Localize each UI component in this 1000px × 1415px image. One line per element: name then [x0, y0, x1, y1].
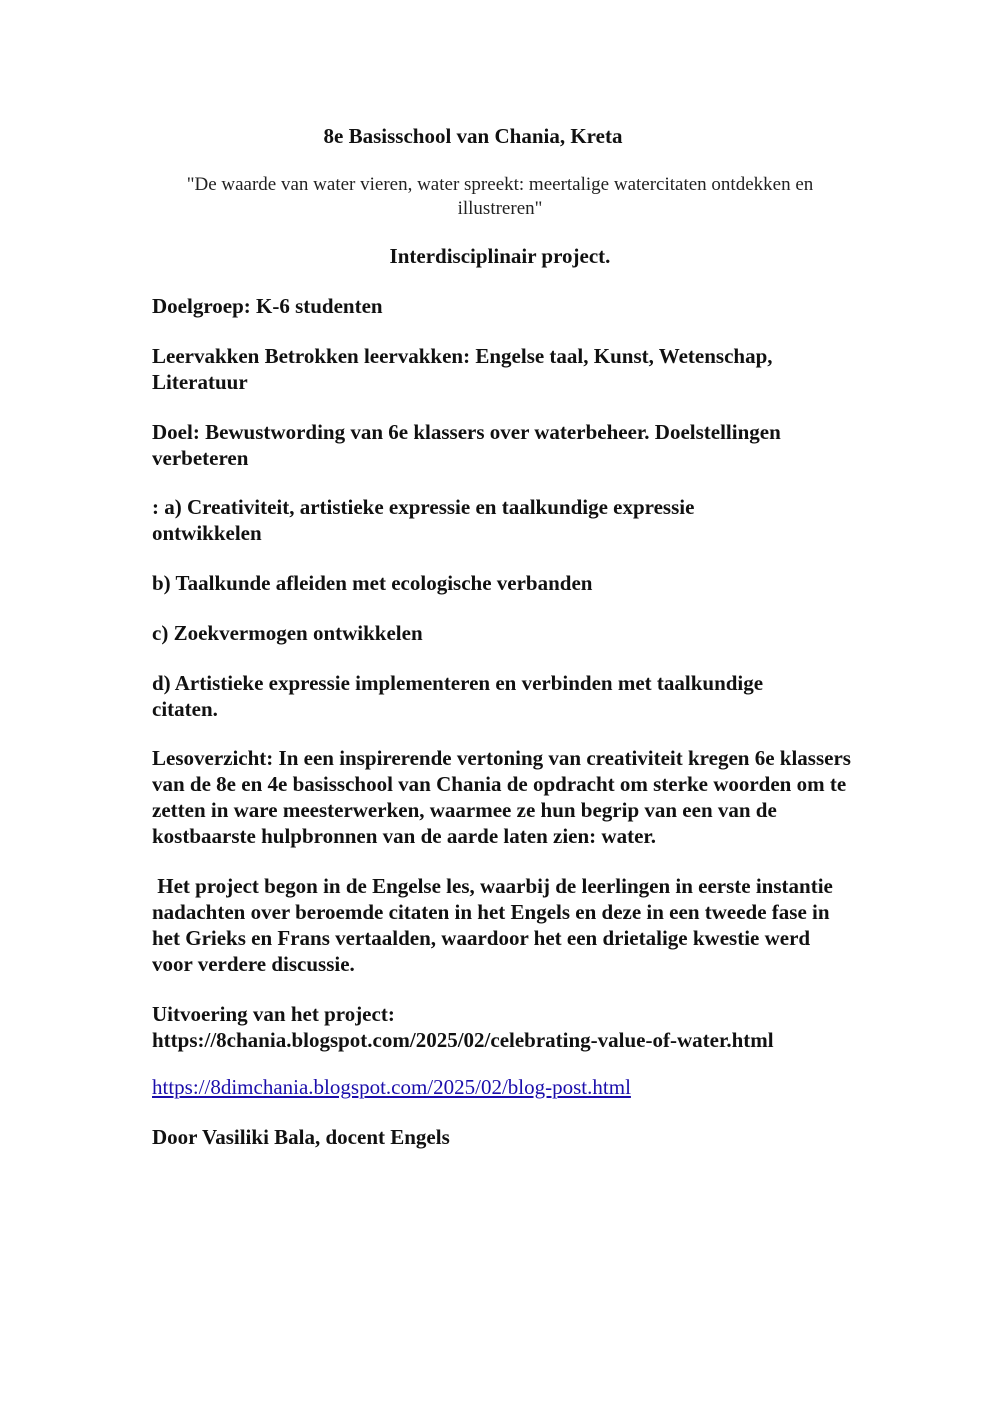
project-type-heading: Interdisciplinair project. — [389, 244, 611, 268]
objective-b: b) Taalkunde afleiden met ecologische verbanden — [152, 571, 593, 595]
execution-label: Uitvoering van het project: — [152, 1002, 395, 1026]
author-credit: Door Vasiliki Bala, docent Engels — [152, 1125, 450, 1149]
school-title: 8e Basisschool van Chania, Kreta — [323, 124, 623, 148]
lesson-overview: Lesoverzicht: In een inspirerende vertoning van creativiteit kregen 6e klassers van de 8e en 4e basisschool van Chania de opdracht om sterke woorden om te zetten in ware meesterwerken, waarmee ze hun begrip van een van de kostbaarste hulpbronnen van de aarde laten zien: water. — [152, 746, 851, 848]
project-subtitle: "De waarde van water vieren, water spreekt: meertalige watercitaten ontdekken en illustreren" — [186, 174, 814, 219]
objective-a: : a) Creativiteit, artistieke expressie en taalkundige expressie ontwikkelen — [152, 495, 695, 545]
blog-post-link[interactable]: https://8dimchania.blogspot.com/2025/02/blog-post.html — [152, 1075, 631, 1099]
objective-c: c) Zoekvermogen ontwikkelen — [152, 621, 423, 645]
execution-url: https://8chania.blogspot.com/2025/02/celebrating-value-of-water.html — [152, 1028, 774, 1052]
target-group: Doelgroep: K-6 studenten — [152, 294, 383, 318]
subjects-involved: Leervakken Betrokken leervakken: Engelse taal, Kunst, Wetenschap, Literatuur — [152, 344, 773, 394]
project-goal: Doel: Bewustwording van 6e klassers over waterbeheer. Doelstellingen verbeteren — [152, 420, 781, 470]
project-description: Het project begon in de Engelse les, waarbij de leerlingen in eerste instantie nadachten over beroemde citaten in het Engels en deze in een tweede fase in het Grieks en Frans vertaalden, waardoor het een drietalige kwestie werd voor verdere discussie. — [152, 874, 839, 976]
objective-d: d) Artistieke expressie implementeren en verbinden met taalkundige citaten. — [152, 671, 764, 721]
